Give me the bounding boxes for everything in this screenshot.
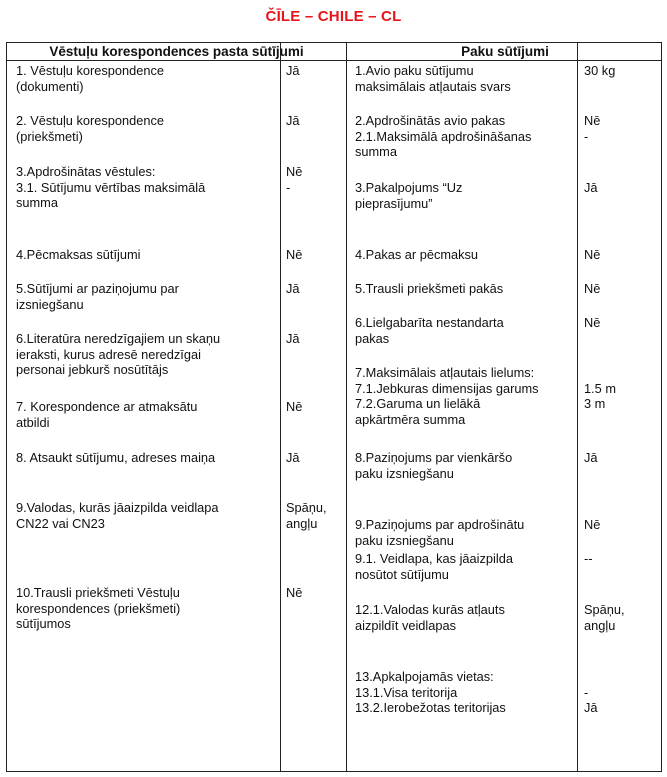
parcel-item-value: Nē - [584,113,601,144]
parcel-item-value: Nē [584,281,601,296]
services-table [6,42,662,772]
parcel-item-label: 5.Trausli priekšmeti pakās [355,281,504,296]
column-divider [280,43,281,771]
parcel-item-value: Nē [584,247,601,262]
parcel-item-value: -- [584,551,593,566]
parcel-item-label: 13.Apkalpojamās vietas: 13.1.Visa teritorija 13.2.Ierobežotas teritorijas [355,669,506,715]
parcel-item-value: Jā [584,180,598,195]
page-title: ČĪLE – CHILE – CL [265,8,402,25]
letter-item-label: 3.Apdrošinātas vēstules: 3.1. Sūtījumu vērtības maksimālā summa [16,164,206,210]
column-divider [346,43,347,771]
parcel-item-label: 8.Paziņojums par vienkāršo paku izsniegšanu [355,450,513,481]
letter-item-value: Jā [286,281,300,296]
right-column-header: Paku sūtījumi [461,44,549,59]
parcel-item-value: 1.5 m 3 m [584,380,617,411]
parcel-item-label: 3.Pakalpojums “Uz pieprasījumu” [355,180,463,211]
parcel-item-label: 4.Pakas ar pēcmaksu [355,247,479,262]
letter-item-value: Nē [286,585,303,600]
letter-item-value: Nē [286,399,303,414]
header-divider [7,60,661,61]
parcel-item-label: 9.1. Veidlapa, kas jāaizpilda nosūtot sūtījumu [355,551,513,582]
letter-item-value: Jā [286,113,300,128]
parcel-item-label: 9.Paziņojums par apdrošinātu paku izsniegšanu [355,517,525,548]
letter-item-label: 9.Valodas, kurās jāaizpilda veidlapa CN22 vai CN23 [16,500,219,531]
letter-item-label: 5.Sūtījumi ar paziņojumu par izsniegšanu [16,281,179,312]
letter-item-label: 1. Vēstuļu korespondence (dokumenti) [16,63,164,94]
parcel-item-label: 6.Lielgabarīta nestandarta pakas [355,315,504,346]
letter-item-label: 4.Pēcmaksas sūtījumi [16,247,141,262]
left-column-header: Vēstuļu korespondences pasta sūtījumi [49,44,304,59]
parcel-item-value: - Jā [584,684,598,715]
letter-item-label: 10.Trausli priekšmeti Vēstuļu korespondences (priekšmeti) sūtījumos [16,585,181,631]
parcel-item-value: Spāņu, angļu [584,602,625,633]
letter-item-value: Jā [286,331,300,346]
parcel-item-label: 2.Apdrošinātās avio pakas 2.1.Maksimālā apdrošināšanas summa [355,113,532,159]
letter-item-label: 8. Atsaukt sūtījumu, adreses maiņa [16,450,216,465]
letter-item-label: 6.Literatūra neredzīgajiem un skaņu ieraksti, kurus adresē neredzīgai personai jebkurš nosūtītājs [16,331,221,377]
letter-item-value: Spāņu, angļu [286,500,327,531]
letter-item-label: 2. Vēstuļu korespondence (priekšmeti) [16,113,164,144]
parcel-item-value: 30 kg [584,63,616,78]
parcel-item-label: 12.1.Valodas kurās atļauts aizpildīt veidlapas [355,602,505,633]
letter-item-label: 7. Korespondence ar atmaksātu atbildi [16,399,198,430]
column-divider [577,43,578,771]
parcel-item-value: Nē [584,315,601,330]
parcel-item-label: 7.Maksimālais atļautais lielums: 7.1.Jebkuras dimensijas garums 7.2.Garuma un lielākā apkārtmēra summa [355,365,539,427]
letter-item-value: Nē [286,247,303,262]
letter-item-value: Nē - [286,164,303,195]
parcel-item-value: Nē [584,517,601,532]
letter-item-value: Jā [286,450,300,465]
letter-item-value: Jā [286,63,300,78]
parcel-item-value: Jā [584,450,598,465]
parcel-item-label: 1.Avio paku sūtījumu maksimālais atļautais svars [355,63,511,94]
